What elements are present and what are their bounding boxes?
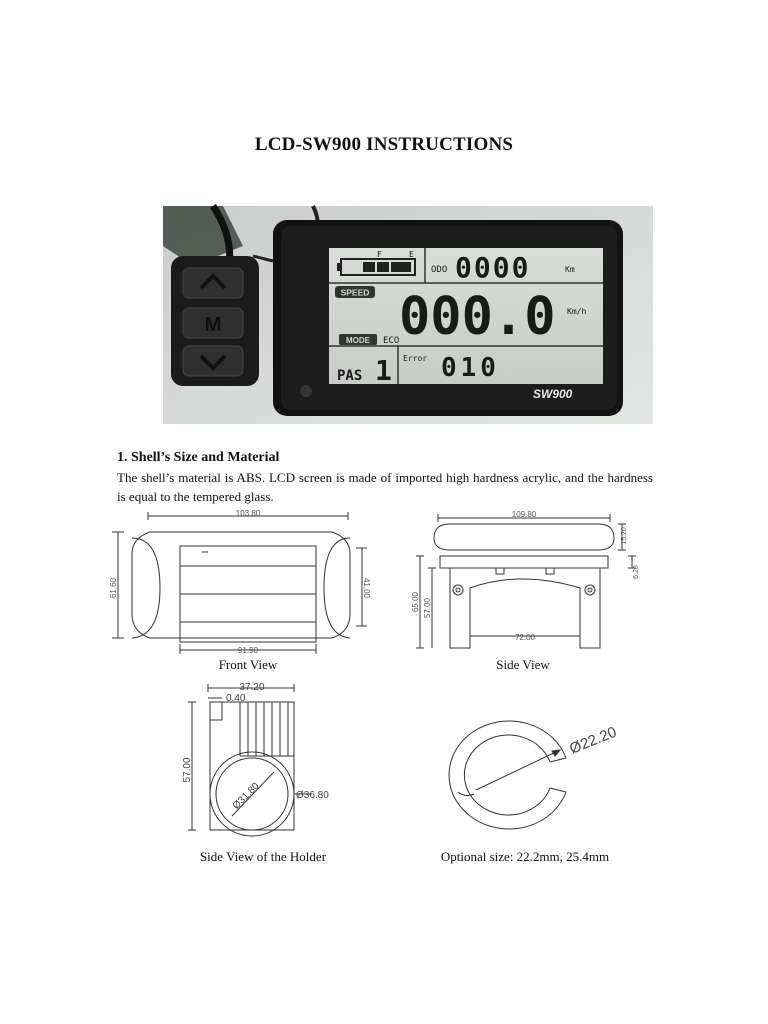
odo-label: ODO	[431, 265, 448, 275]
side-h3-label: 65.00	[411, 591, 420, 613]
optional-size-caption: Optional size: 22.2mm, 25.4mm	[440, 849, 610, 864]
holder-drawing	[182, 680, 332, 845]
section-heading: 1. Shell’s Size and Material	[117, 450, 280, 465]
optional-diameter-label: Ø22.20	[567, 723, 620, 758]
side-width-label: 109.80	[511, 510, 537, 519]
battery-empty-label: E	[409, 250, 414, 259]
side-view-drawing	[410, 508, 650, 656]
front-width-label: 103.80	[235, 509, 261, 518]
speed-value: 000.0	[399, 287, 556, 347]
svg-text:M: M	[204, 314, 222, 336]
holder-inner-diameter-label: Ø31.80	[230, 780, 262, 812]
pas-value: 1	[375, 354, 392, 387]
optional-size-drawing	[448, 706, 638, 836]
holder-caption: Side View of the Holder	[199, 849, 327, 864]
front-view-caption: Front View	[218, 657, 278, 672]
holder-height-label: 57.00	[182, 757, 193, 783]
odo-value: 0000	[455, 251, 531, 284]
side-view-caption: Side View	[496, 657, 550, 672]
front-bottom-label: 91.90	[237, 646, 259, 655]
section-paragraph: The shell’s material is ABS. LCD screen is made of imported high hardness acrylic, and the hardness is equal to the tempered glass.	[117, 470, 653, 504]
mode-label: MODE	[346, 336, 370, 345]
speed-label: SPEED	[340, 287, 370, 298]
speed-unit: Km/h	[567, 307, 587, 316]
odo-unit: Km	[565, 265, 575, 274]
pas-label: PAS	[337, 368, 363, 384]
front-view-drawing	[109, 508, 371, 656]
brand-label: SW900	[533, 387, 573, 401]
mode-value: ECO	[383, 336, 400, 346]
side-base-label: 72.00	[514, 633, 536, 642]
side-h2-label: 6.20	[633, 565, 640, 579]
holder-outer-diameter-label: Ø36.80	[296, 790, 329, 801]
product-photo	[163, 206, 653, 424]
side-h4-label: 57.00	[423, 597, 432, 619]
side-h1-label: 15.20	[621, 527, 628, 545]
document-title: LCD-SW900 INSTRUCTIONS	[254, 134, 514, 155]
front-height-left-label: 61.60	[109, 577, 118, 599]
lcd-display-illustration	[163, 206, 653, 424]
front-height-right-label: 41.00	[362, 577, 371, 599]
error-value: 010	[441, 353, 500, 383]
battery-full-label: F	[377, 250, 382, 259]
holder-thickness-label: 0.40	[226, 693, 246, 704]
holder-width-label: 37.20	[239, 682, 265, 693]
error-label: Error	[403, 354, 428, 363]
